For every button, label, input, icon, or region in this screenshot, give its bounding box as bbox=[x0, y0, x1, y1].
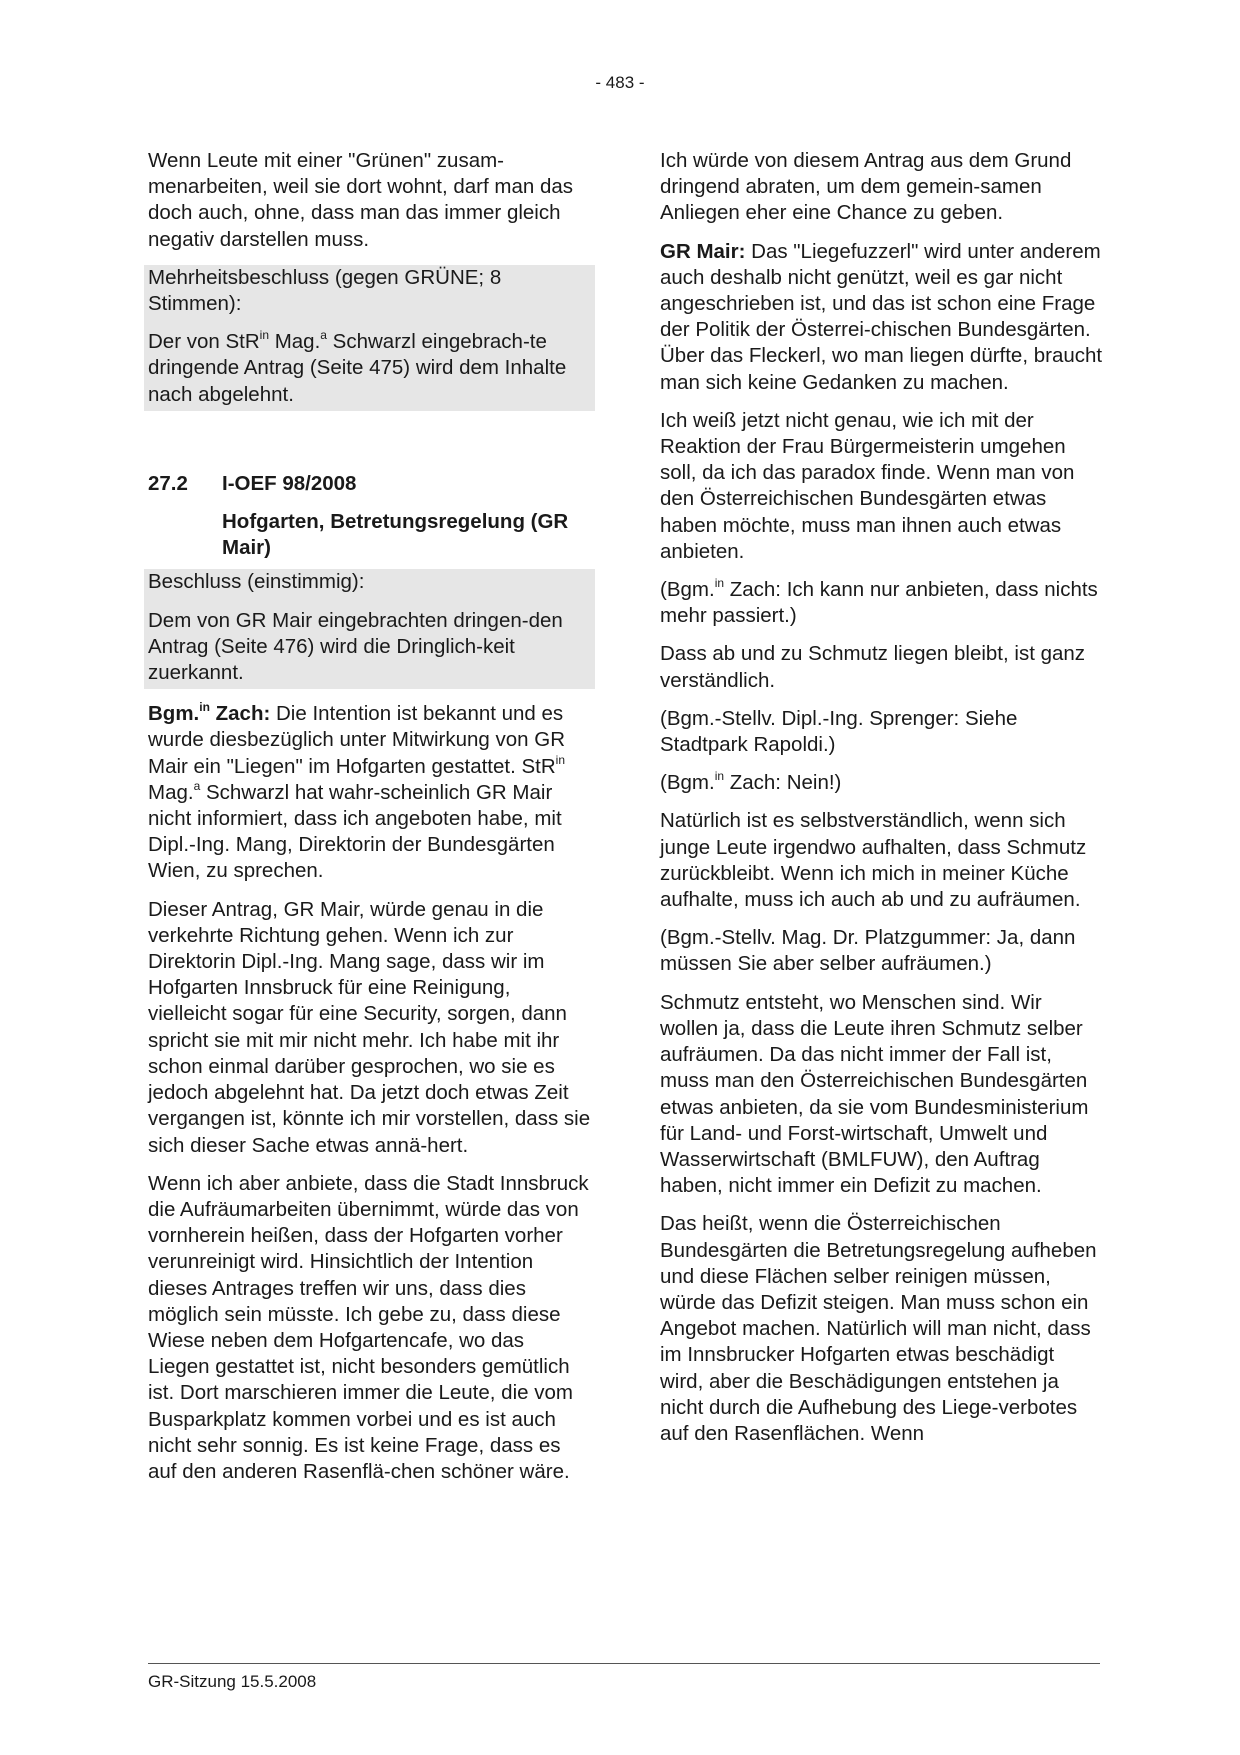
paragraph: Ich würde von diesem Antrag aus dem Grund dringend abraten, um dem gemein-samen Anliegen eher eine Chance zu geben. bbox=[660, 149, 1072, 225]
paragraph: Bgm.$^{in}$ Zach: Die Intention ist bekannt und es wurde diesbezüglich unter Mitwirkung von GR Mair ein "Liegen" im Hofgarten gestattet. StR$^{in}$ Mag.$^a$ Schwarzl hat wahr-scheinlich GR Mair nicht informiert, dass ich angeboten habe, mit Dipl.-Ing. Mang, Direktorin der Bundesgärten Wien, zu sprechen. bbox=[148, 700, 566, 883]
paragraph: Das heißt, wenn die Österreichischen Bundesgärten die Betretungsregelung aufheben und diese Flächen selber reinigen müssen, würde das Defizit steigen. Man muss schon ein Angebot machen. Natürlich will man nicht, dass im Innsbrucker Hofgarten etwas beschädigt wird, aber die Beschädigungen entstehen ja nicht durch die Aufhebung des Liege-verbotes auf den Rasenflächen. Wenn bbox=[660, 1212, 1097, 1445]
resolution-box bbox=[144, 569, 595, 689]
interjection: (Bgm.$^{in}$ Zach: Nein!) bbox=[660, 769, 842, 795]
section-number: 27.2 bbox=[148, 471, 188, 495]
resolution-text: Dem von GR Mair eingebrachten dringen-den Antrag (Seite 476) wird die Dringlich-keit zuerkannt. bbox=[148, 608, 563, 685]
right-column bbox=[660, 148, 1103, 1447]
paragraph: Wenn ich aber anbiete, dass die Stadt Innsbruck die Aufräumarbeiten übernimmt, würde das von vornherein heißen, dass der Hofgarten vorher verunreinigt wird. Hinsichtlich der Intention dieses Antrages treffen wir uns, dass dies möglich sein müsste. Ich gebe zu, dass diese Wiese neben dem Hofgartencafe, wo das Liegen gestattet ist, nicht besonders gemütlich ist. Dort marschieren immer die Leute, die vom Busparkplatz kommen vorbei und es ist auch nicht sehr sonnig. Es ist keine Frage, dass es auf den anderen Rasenflä-chen schöner wäre. bbox=[148, 1171, 589, 1483]
paragraph: Dieser Antrag, GR Mair, würde genau in die verkehrte Richtung gehen. Wenn ich zur Direktorin Dipl.-Ing. Mang sage, dass wir im Hofgarten Innsbruck für eine Reinigung, vielleicht sogar für eine Security, sorgen, dann spricht sie mit mir nicht mehr. Ich habe mit ihr schon einmal darüber gesprochen, wo sie es jedoch abgelehnt hat. Da jetzt doch etwas Zeit vergangen ist, könnte ich mir vorstellen, dass sie sich dieser Sache etwas annä-hert. bbox=[148, 897, 591, 1157]
page-number: - 483 - bbox=[595, 73, 645, 92]
interjection: (Bgm.-Stellv. Dipl.-Ing. Sprenger: Siehe Stadtpark Rapoldi.) bbox=[660, 706, 1018, 757]
paragraph: Natürlich ist es selbstverständlich, wenn sich junge Leute irgendwo aufhalten, dass Schmutz zurückbleibt. Wenn ich mich in meiner Küche aufhalte, muss ich auch ab und zu aufräumen. bbox=[660, 809, 1087, 912]
section-heading bbox=[148, 471, 591, 497]
speaker-name: Bgm.$^{in}$ Zach: bbox=[148, 700, 271, 726]
paragraph: Ich weiß jetzt nicht genau, wie ich mit der Reaktion der Frau Bürgermeisterin umgehen soll, da ich das paradox finde. Wenn man von den Österreichischen Bundesgärten etwas haben möchte, muss man ihnen auch etwas anbieten. bbox=[660, 408, 1075, 563]
footer-divider bbox=[148, 1663, 1100, 1664]
paragraph: GR Mair: Das "Liegefuzzerl" wird unter anderem auch deshalb nicht genützt, weil es gar nicht angeschrieben ist, und das ist schon eine Frage der Politik der Österrei-chischen Bundesgärten. Über das Fleckerl, wo man liegen dürfte, braucht man sich keine Gedanken zu machen. bbox=[660, 239, 1103, 394]
paragraph: Schmutz entsteht, wo Menschen sind. Wir wollen ja, dass die Leute ihren Schmutz selber aufräumen. Da das nicht immer der Fall ist, muss man den Österreichischen Bundesgärten etwas anbieten, da sie vom Bundesministerium für Land- und Forst-wirtschaft, Umwelt und Wasserwirtschaft (BMLFUW), den Auftrag haben, nicht immer ein Defizit zu machen. bbox=[660, 990, 1089, 1198]
section-code: I-OEF 98/2008 bbox=[222, 471, 357, 495]
resolution-text: Der von StR$^{in}$ Mag.$^a$ Schwarzl eingebrach-te dringende Antrag (Seite 475) wird dem Inhalte nach abgelehnt. bbox=[148, 328, 567, 406]
left-column bbox=[148, 148, 591, 1485]
footer-session-date: GR-Sitzung 15.5.2008 bbox=[148, 1672, 317, 1691]
resolution-heading: Mehrheitsbeschluss (gegen GRÜNE; 8 Stimmen): bbox=[148, 265, 502, 316]
resolution-heading: Beschluss (einstimmig): bbox=[148, 570, 365, 594]
resolution-box bbox=[144, 265, 595, 411]
paragraph: Wenn Leute mit einer "Grünen" zusam-menarbeiten, weil sie dort wohnt, darf man das doch auch, ohne, dass man das immer gleich negativ darstellen muss. bbox=[148, 149, 574, 251]
interjection: (Bgm.$^{in}$ Zach: Ich kann nur anbieten, dass nichts mehr passiert.) bbox=[660, 576, 1098, 628]
interjection: (Bgm.-Stellv. Mag. Dr. Platzgummer: Ja, dann müssen Sie aber selber aufräumen.) bbox=[660, 926, 1076, 976]
paragraph: Dass ab und zu Schmutz liegen bleibt, ist ganz verständlich. bbox=[660, 642, 1086, 692]
section-title: Hofgarten, Betretungsregelung (GR Mair) bbox=[222, 510, 569, 560]
speaker-name: GR Mair: bbox=[660, 239, 746, 263]
